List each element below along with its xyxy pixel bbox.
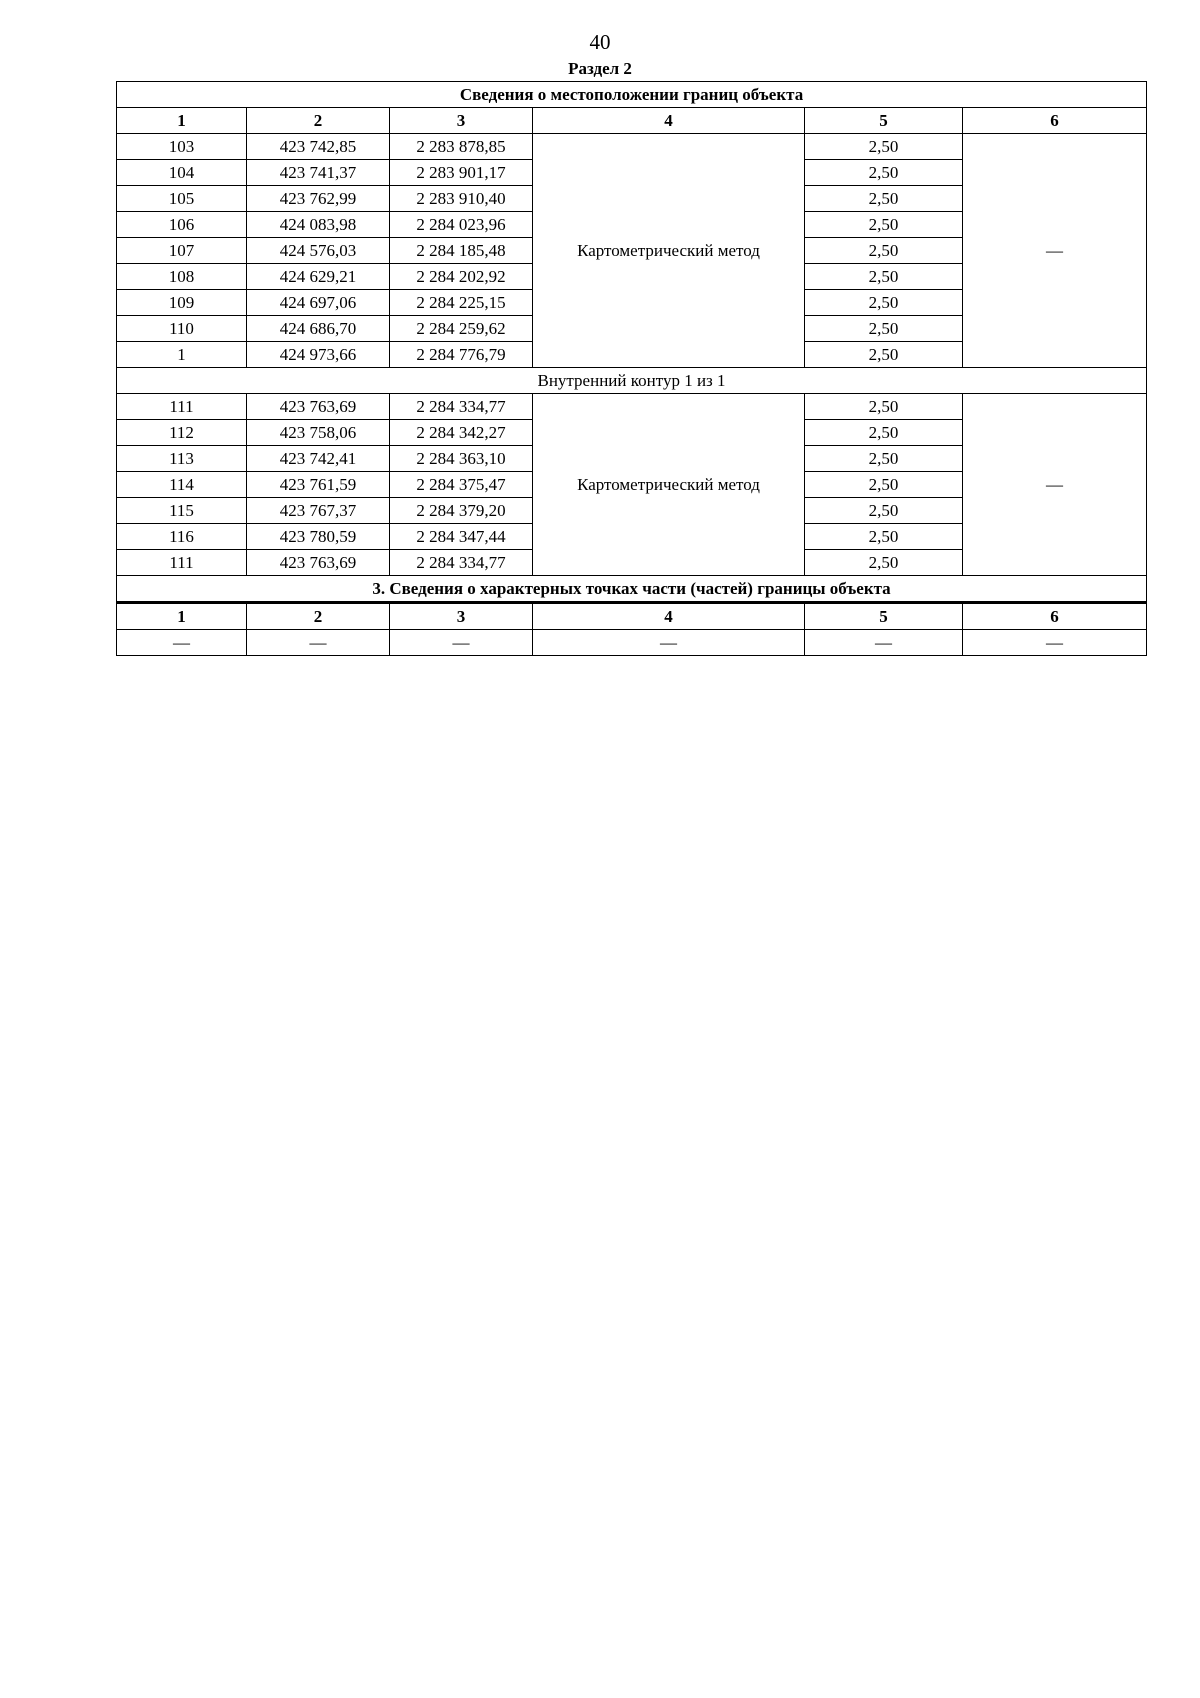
accuracy-cell: 2,50: [805, 394, 963, 420]
accuracy-cell: 2,50: [805, 264, 963, 290]
accuracy-cell: 2,50: [805, 160, 963, 186]
table-title: Сведения о местоположении границ объекта: [117, 82, 1147, 108]
part-value-cell: —: [533, 630, 805, 656]
table-title-row: [117, 82, 1147, 108]
part-value-cell: —: [247, 630, 390, 656]
y-coordinate-cell: 2 284 185,48: [390, 238, 533, 264]
part-column-header: 2: [247, 603, 390, 630]
accuracy-cell: 2,50: [805, 420, 963, 446]
y-coordinate-cell: 2 284 334,77: [390, 550, 533, 576]
x-coordinate-cell: 423 763,69: [247, 394, 390, 420]
part-column-header: 5: [805, 603, 963, 630]
point-number-cell: 106: [117, 212, 247, 238]
x-coordinate-cell: 423 758,06: [247, 420, 390, 446]
y-coordinate-cell: 2 284 023,96: [390, 212, 533, 238]
inner-contour-method-cell: Картометрический метод: [533, 394, 805, 576]
outer-contour-method-cell: Картометрический метод: [533, 134, 805, 368]
x-coordinate-cell: 423 767,37: [247, 498, 390, 524]
x-coordinate-cell: 423 742,85: [247, 134, 390, 160]
column-header: 3: [390, 108, 533, 134]
y-coordinate-cell: 2 284 259,62: [390, 316, 533, 342]
y-coordinate-cell: 2 283 910,40: [390, 186, 533, 212]
point-number-cell: 105: [117, 186, 247, 212]
y-coordinate-cell: 2 284 225,15: [390, 290, 533, 316]
accuracy-cell: 2,50: [805, 134, 963, 160]
column-header-row: [117, 108, 1147, 134]
y-coordinate-cell: 2 284 202,92: [390, 264, 533, 290]
y-coordinate-cell: 2 283 878,85: [390, 134, 533, 160]
x-coordinate-cell: 423 761,59: [247, 472, 390, 498]
part-value-cell: —: [117, 630, 247, 656]
point-number-cell: 1: [117, 342, 247, 368]
x-coordinate-cell: 423 780,59: [247, 524, 390, 550]
x-coordinate-cell: 424 973,66: [247, 342, 390, 368]
accuracy-cell: 2,50: [805, 238, 963, 264]
table-row: [117, 134, 1147, 160]
part-column-header: 6: [963, 603, 1147, 630]
accuracy-cell: 2,50: [805, 290, 963, 316]
x-coordinate-cell: 424 083,98: [247, 212, 390, 238]
point-number-cell: 112: [117, 420, 247, 446]
accuracy-cell: 2,50: [805, 446, 963, 472]
x-coordinate-cell: 423 742,41: [247, 446, 390, 472]
column-header: 1: [117, 108, 247, 134]
inner-contour-label-row: [117, 368, 1147, 394]
part-column-header: 4: [533, 603, 805, 630]
y-coordinate-cell: 2 284 334,77: [390, 394, 533, 420]
part-column-header: 1: [117, 603, 247, 630]
part-section-title: 3. Сведения о характерных точках части (частей) границы объекта: [117, 576, 1147, 603]
point-number-cell: 115: [117, 498, 247, 524]
point-number-cell: 114: [117, 472, 247, 498]
point-number-cell: 103: [117, 134, 247, 160]
y-coordinate-cell: 2 284 375,47: [390, 472, 533, 498]
y-coordinate-cell: 2 284 379,20: [390, 498, 533, 524]
part-section-title-row: [117, 576, 1147, 603]
point-number-cell: 111: [117, 550, 247, 576]
point-number-cell: 113: [117, 446, 247, 472]
section-title: Раздел 2: [568, 59, 632, 78]
point-number-cell: 109: [117, 290, 247, 316]
accuracy-cell: 2,50: [805, 498, 963, 524]
column-header: 5: [805, 108, 963, 134]
column-header: 2: [247, 108, 390, 134]
part-value-cell: —: [390, 630, 533, 656]
accuracy-cell: 2,50: [805, 472, 963, 498]
point-number-cell: 110: [117, 316, 247, 342]
accuracy-cell: 2,50: [805, 524, 963, 550]
outer-contour-col6-cell: —: [963, 134, 1147, 368]
point-number-cell: 116: [117, 524, 247, 550]
accuracy-cell: 2,50: [805, 550, 963, 576]
column-header: 6: [963, 108, 1147, 134]
y-coordinate-cell: 2 284 776,79: [390, 342, 533, 368]
x-coordinate-cell: 423 762,99: [247, 186, 390, 212]
part-section-values-row: [117, 630, 1147, 656]
x-coordinate-cell: 423 741,37: [247, 160, 390, 186]
y-coordinate-cell: 2 284 342,27: [390, 420, 533, 446]
inner-contour-label: Внутренний контур 1 из 1: [117, 368, 1147, 394]
part-value-cell: —: [963, 630, 1147, 656]
point-number-cell: 107: [117, 238, 247, 264]
accuracy-cell: 2,50: [805, 316, 963, 342]
y-coordinate-cell: 2 284 347,44: [390, 524, 533, 550]
accuracy-cell: 2,50: [805, 342, 963, 368]
x-coordinate-cell: 424 697,06: [247, 290, 390, 316]
point-number-cell: 111: [117, 394, 247, 420]
page-number: 40: [589, 30, 611, 54]
point-number-cell: 108: [117, 264, 247, 290]
inner-contour-col6-cell: —: [963, 394, 1147, 576]
x-coordinate-cell: 423 763,69: [247, 550, 390, 576]
boundary-table: [116, 81, 1147, 656]
part-column-header: 3: [390, 603, 533, 630]
part-section-header-row: [117, 603, 1147, 630]
x-coordinate-cell: 424 686,70: [247, 316, 390, 342]
y-coordinate-cell: 2 283 901,17: [390, 160, 533, 186]
y-coordinate-cell: 2 284 363,10: [390, 446, 533, 472]
accuracy-cell: 2,50: [805, 186, 963, 212]
part-value-cell: —: [805, 630, 963, 656]
x-coordinate-cell: 424 629,21: [247, 264, 390, 290]
table-row: [117, 394, 1147, 420]
accuracy-cell: 2,50: [805, 212, 963, 238]
column-header: 4: [533, 108, 805, 134]
x-coordinate-cell: 424 576,03: [247, 238, 390, 264]
point-number-cell: 104: [117, 160, 247, 186]
